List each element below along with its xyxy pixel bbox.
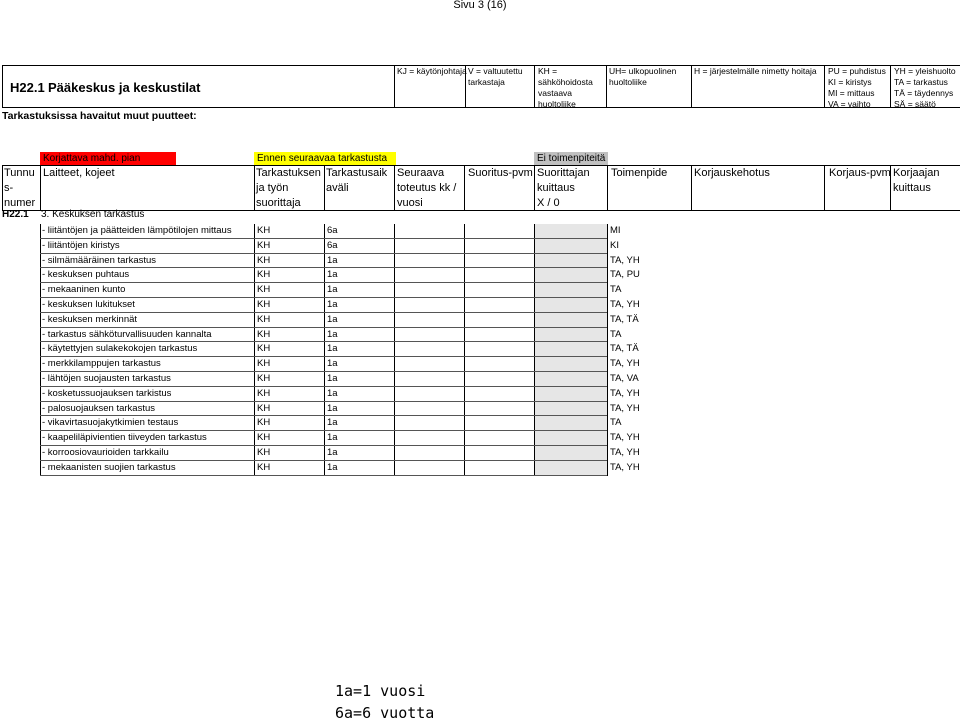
column-header-date: Suoritus-pvm [468,167,533,179]
row-item: - liitäntöjen ja päätteiden lämpötilojen mittaus [42,225,232,236]
cell-divider [464,357,465,372]
cell-divider [324,268,325,283]
row-item: - lähtöjen suojausten tarkastus [42,373,171,384]
column-header-equipment: Laitteet, kojeet [43,167,115,179]
row-action: TA, TÄ [610,313,639,325]
row-interval: 1a [327,254,338,266]
legend-separator [394,65,395,107]
header-bottom-border [2,107,960,108]
cell-divider [394,416,395,431]
column-divider [254,165,255,210]
cell-divider [324,402,325,417]
row-performer: KH [257,269,271,281]
row-action: TA, YH [610,402,640,414]
table-row [0,342,960,357]
row-interval: 1a [327,343,338,355]
cell-divider [464,283,465,298]
table-row [0,387,960,402]
row-item: - keskuksen puhtaus [42,269,130,281]
table-row [0,402,960,417]
cell-divider [464,446,465,461]
cell-divider [254,402,255,417]
row-item: - keskuksen lukitukset [42,299,135,310]
legend-separator [890,65,891,107]
page-number: Sivu 3 (16) [453,0,507,11]
cell-divider [324,357,325,372]
column-header-id: Tunnu s- numer [4,167,36,209]
row-action: TA, YH [610,387,640,399]
cell-divider [464,431,465,446]
cell-divider [464,461,465,476]
cell-divider [394,283,395,298]
row-interval: 6a [327,225,338,236]
cell-divider [40,239,41,254]
legend-v: V = valtuutettu tarkastaja [468,66,523,87]
cell-divider [464,372,465,387]
cell-divider [40,387,41,402]
row-item: - mekaaninen kunto [42,284,126,296]
section-id: H22.1 [10,80,45,95]
cell-divider [40,402,41,417]
row-action: TA, YH [610,447,640,458]
row-interval: 1a [327,328,338,340]
cell-divider [464,402,465,417]
cell-divider [254,461,255,476]
cell-divider [40,342,41,357]
row-divider [40,475,607,476]
row-item: - korroosiovaurioiden tarkkailu [42,447,169,458]
row-performer: KH [257,461,271,473]
cell-divider [324,416,325,431]
legend-operations-2: YH = yleishuolto TA = tarkastus TÄ = täydennys SÄ = säätö [894,66,956,109]
cell-divider [254,283,255,298]
legend-uh: UH= ulkopuolinen huoltoliike [609,66,677,87]
row-performer: KH [257,387,271,399]
cell-divider [607,239,608,254]
table-row [0,298,960,313]
cell-divider [40,283,41,298]
cell-divider [464,298,465,313]
cell-divider [607,268,608,283]
cell-divider [324,431,325,446]
column-divider [394,165,395,210]
cell-divider [324,224,325,239]
cell-divider [394,254,395,269]
cell-divider [607,342,608,357]
table-row [0,254,960,269]
cell-divider [464,313,465,328]
row-item: - merkkilamppujen tarkastus [42,358,161,370]
cell-divider [534,239,535,254]
column-header-next: Seuraava toteutus kk / vuosi [397,167,457,209]
row-performer: KH [257,358,271,370]
legend-separator [691,65,692,107]
column-header-repairer-signoff: Korjaajan kuittaus [893,167,940,194]
legend-separator [534,65,535,107]
row-performer: KH [257,343,271,355]
cell-divider [254,357,255,372]
cell-divider [40,328,41,343]
row-interval: 1a [327,269,338,281]
row-action: TA [610,284,622,296]
cell-divider [254,268,255,283]
row-action: TA, YH [610,432,640,444]
cell-divider [394,328,395,343]
column-divider [691,165,692,210]
cell-divider [40,268,41,283]
cell-divider [534,298,535,313]
legend-h: H = järjestelmälle nimetty hoitaja [694,66,817,76]
row-interval: 1a [327,461,338,473]
table-row [0,372,960,387]
cell-divider [607,431,608,446]
column-divider [464,165,465,210]
column-header-interval: Tarkastusaik aväli [326,167,388,194]
table-row [0,313,960,328]
section-title: Pääkeskus ja keskustilat [48,80,201,95]
row-interval: 1a [327,313,338,325]
column-header-repair-date: Korjaus-pvm [829,167,891,179]
row-performer: KH [257,328,271,340]
cell-divider [607,328,608,343]
row-action: TA, PU [610,269,640,281]
cell-divider [534,431,535,446]
cell-divider [607,446,608,461]
row-performer: KH [257,225,271,236]
cell-divider [394,239,395,254]
cell-divider [324,372,325,387]
cell-divider [324,283,325,298]
legend-kh: KH = sähköhoidosta vastaava huoltoliike [538,66,593,109]
cell-divider [394,268,395,283]
cell-divider [394,313,395,328]
row-action: TA, TÄ [610,343,639,355]
cell-divider [324,328,325,343]
column-divider [534,165,535,210]
cell-divider [40,446,41,461]
cell-divider [254,224,255,239]
cell-divider [394,224,395,239]
row-performer: KH [257,432,271,444]
row-interval: 1a [327,358,338,370]
row-action: TA, YH [610,254,640,266]
cell-divider [464,268,465,283]
cell-divider [394,402,395,417]
cell-divider [254,342,255,357]
cell-divider [534,387,535,402]
table-row [0,446,960,461]
cell-divider [394,372,395,387]
table-row [0,283,960,298]
header-left-border [2,65,3,107]
row-interval: 1a [327,417,338,429]
table-row [0,461,960,476]
cell-divider [607,402,608,417]
cell-divider [40,298,41,313]
cell-divider [40,254,41,269]
cell-divider [254,254,255,269]
row-performer: KH [257,239,271,251]
row-action: KI [610,239,619,251]
table-row [0,239,960,254]
cell-divider [534,342,535,357]
row-item: - palosuojauksen tarkastus [42,402,156,414]
cell-divider [534,372,535,387]
cell-divider [464,254,465,269]
row-performer: KH [257,313,271,325]
cell-divider [394,431,395,446]
column-divider [324,165,325,210]
row-interval: 1a [327,284,338,296]
table-row [0,328,960,343]
cell-divider [324,461,325,476]
cell-divider [464,342,465,357]
cell-divider [254,387,255,402]
cell-divider [40,431,41,446]
row-performer: KH [257,284,271,296]
cell-divider [534,461,535,476]
cell-divider [534,357,535,372]
cell-divider [607,357,608,372]
priority-band-before-next: Ennen seuraavaa tarkastusta [254,152,396,165]
column-divider [2,165,3,210]
cell-divider [607,372,608,387]
row-interval: 1a [327,432,338,444]
cell-divider [607,461,608,476]
row-item: - liitäntöjen kiristys [42,239,120,251]
row-action: TA [610,417,622,429]
row-action: MI [610,225,621,236]
cell-divider [607,416,608,431]
table-header-bottom-border [2,210,960,211]
cell-divider [464,224,465,239]
cell-divider [324,387,325,402]
cell-divider [254,431,255,446]
cell-divider [534,416,535,431]
row-performer: KH [257,417,271,429]
group-title: 3. Keskuksen tarkastus [41,209,145,220]
row-performer: KH [257,373,271,384]
row-item: - vikavirtasuojakytkimien testaus [42,417,179,429]
cell-divider [394,387,395,402]
row-item: - tarkastus sähköturvallisuuden kannalta [42,328,212,340]
cell-divider [394,461,395,476]
cell-divider [254,372,255,387]
table-row [0,224,960,239]
cell-divider [464,239,465,254]
row-action: TA, YH [610,299,640,310]
cell-divider [254,328,255,343]
column-header-performer: Tarkastuksen ja työn suorittaja [256,167,321,209]
cell-divider [40,416,41,431]
cell-divider [394,342,395,357]
cell-divider [534,283,535,298]
group-id: H22.1 [2,209,29,220]
cell-divider [324,239,325,254]
cell-divider [534,328,535,343]
cell-divider [394,357,395,372]
cell-divider [607,254,608,269]
cell-divider [40,224,41,239]
table-row [0,431,960,446]
cell-divider [40,357,41,372]
cell-divider [394,298,395,313]
cell-divider [464,416,465,431]
row-action: TA, VA [610,373,639,384]
legend-separator [824,65,825,107]
cell-divider [40,461,41,476]
legend-separator [606,65,607,107]
cell-divider [534,446,535,461]
cell-divider [324,342,325,357]
cell-divider [464,387,465,402]
row-interval: 6a [327,239,338,251]
column-divider [607,165,608,210]
cell-divider [607,283,608,298]
cell-divider [324,313,325,328]
cell-divider [324,446,325,461]
defects-heading: Tarkastuksissa havaitut muut puutteet: [2,110,197,122]
cell-divider [607,313,608,328]
row-action: TA, YH [610,358,640,370]
table-row [0,416,960,431]
row-action: TA [610,328,622,340]
cell-divider [607,387,608,402]
cell-divider [534,268,535,283]
row-interval: 1a [327,447,338,458]
table-row [0,268,960,283]
row-interval: 1a [327,402,338,414]
note-interval-6a: 6a=6 vuotta [335,704,435,722]
row-item: - mekaanisten suojien tarkastus [42,461,176,473]
cell-divider [394,446,395,461]
cell-divider [324,298,325,313]
column-header-action: Toimenpide [611,167,668,179]
cell-divider [254,298,255,313]
cell-divider [607,298,608,313]
column-divider [40,165,41,210]
cell-divider [40,313,41,328]
row-item: - kosketussuojauksen tarkistus [42,387,172,399]
table-row [0,357,960,372]
row-item: - keskuksen merkinnät [42,313,138,325]
row-item: - kaapeliläpivientien tiiveyden tarkastus [42,432,207,444]
cell-divider [40,372,41,387]
cell-divider [534,313,535,328]
cell-divider [254,313,255,328]
column-header-signoff: Suorittajan kuittaus X / 0 [537,167,590,209]
note-interval-1a: 1a=1 vuosi [335,682,426,700]
cell-divider [534,402,535,417]
row-interval: 1a [327,299,338,310]
row-item: - silmämääräinen tarkastus [42,254,157,266]
row-performer: KH [257,254,271,266]
cell-divider [254,416,255,431]
legend-operations-1: PU = puhdistus KI = kiristys MI = mittaus VA = vaihto [828,66,886,109]
column-header-repair-request: Korjauskehotus [694,167,770,179]
column-divider [824,165,825,210]
row-interval: 1a [327,373,338,384]
row-performer: KH [257,447,271,458]
row-performer: KH [257,299,271,310]
cell-divider [534,254,535,269]
cell-divider [254,446,255,461]
cell-divider [607,224,608,239]
priority-band-urgent: Korjattava mahd. pian [40,152,176,165]
cell-divider [534,224,535,239]
cell-divider [254,239,255,254]
row-action: TA, YH [610,461,640,473]
row-performer: KH [257,402,271,414]
legend-kj: KJ = käytönjohtaja [397,66,467,76]
row-item: - käytettyjen sulakekokojen tarkastus [42,343,198,355]
cell-divider [324,254,325,269]
row-interval: 1a [327,387,338,399]
cell-divider [464,328,465,343]
priority-band-no-action: Ei toimenpiteitä [534,152,608,165]
